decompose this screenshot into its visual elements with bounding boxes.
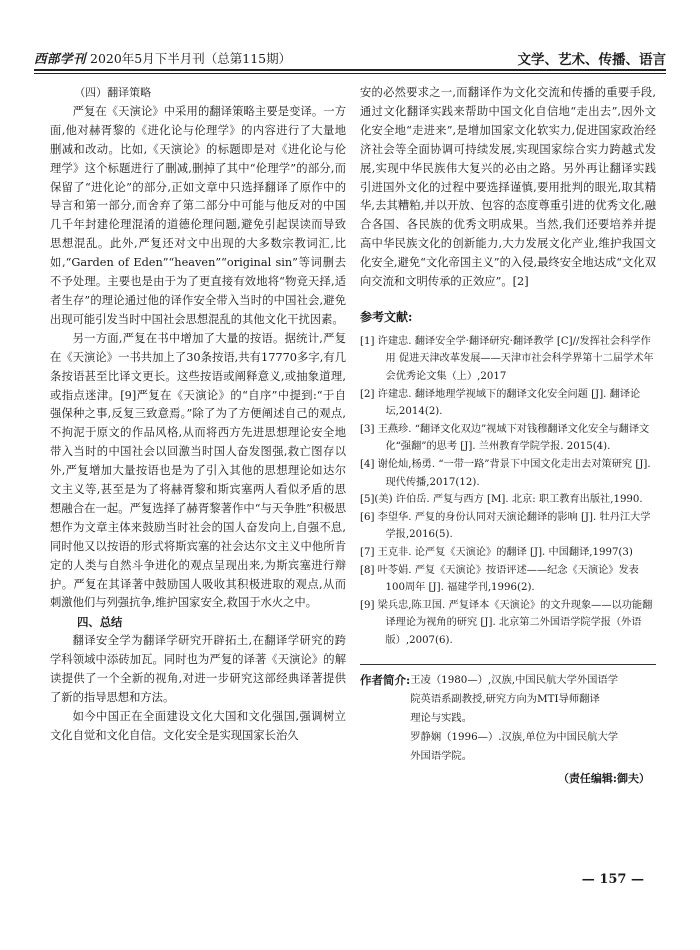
journal-logo: 西部学刊	[34, 51, 87, 66]
page-header	[34, 36, 666, 76]
reference-item: [7] 王克非. 论严复《天演论》的翻译 [J]. 中国翻译,1997(3)	[360, 547, 633, 558]
body-paragraph: 严复在《天演论》中采用的翻译策略主要是变译。一方面,他对赫胥黎的《进化论与伦理学》的内容进行了大量地删减和改动。比如,《天演论》的标题即是对《进化论与伦理学》这个标题进行了删减,删掉了其中“伦理学”的部分,而保留了“进化论”的部分,正如文章中只选择翻译了原作中的导言和第一部分,而舍弃了第二部分中可能与他反对的中国几千年封建伦理混淆的道德伦理问题,避免引起误读而导致思想混乱。此外,严复还对文中出现的大多数宗教词汇,比如,“Garden of Eden”“heaven”“original sin”等词删去不予处理。主要也是由于为了更直接有效地将“物竞天择,适者生存”的理论通过他的译作安全带入当时的中国社会,避免出现可能引发当时中国社会思想混乱的其他文化干扰因素。	[50, 104, 346, 326]
references-title: 参考文献:	[360, 309, 413, 324]
body-paragraph: 翻译安全学为翻译学研究开辟拓土,在翻译学研究的跨学科领域中添砖加瓦。同时也为严复的译著《天演论》的解读提供了一个全新的视角,对进一步研究这部经典译著提供了新的指导思想和方法。	[50, 634, 346, 704]
journal-info	[34, 49, 291, 67]
author-line: 王凌（1980—）,汉族,中国民航大学外国语学	[410, 673, 619, 686]
reference-item: [1] 许建忠. 翻译安全学·翻译研究·翻译教学 [C]//发挥社会科学作用 促进天津改革发展——天津市社会科学界第十二届学术年会优秀论文集（上）,2017	[360, 335, 654, 383]
reference-item: [4] 谢伦灿,杨勇. “一带一路”背景下中国文化走出去对策研究 [J]. 现代传播,2017(12).	[360, 459, 651, 488]
reference-list	[360, 333, 656, 650]
author-info	[360, 664, 656, 766]
section-title: 文学、艺术、传播、语言	[517, 52, 666, 68]
body-paragraph: 如今中国正在全面建设文化大国和文化强国,强调树立文化自觉和文化自信。文化安全是实现国家长治久	[50, 709, 346, 742]
right-column	[360, 84, 656, 788]
author-line: 外国语学院。	[410, 749, 473, 762]
responsible-editor: （责任编辑:御夫）	[557, 771, 650, 785]
page-number: — 157 —	[581, 872, 644, 887]
body-paragraph: 安的必然要求之一,而翻译作为文化交流和传播的重要手段,通过文化翻译实践来帮助中国文化自信地“走出去”,因外文化安全地“走进来”,是增加国家文化软实力,促进国家政治经济社会等全面协调可持续发展,实现国家综合实力跨越式发展,实现中华民族伟大复兴的必由之路。另外再让翻译实践引进国外文化的过程中要选择谨慎,要用批判的眼光,取其精华,去其糟粕,并以开放、包容的态度尊重引进的优秀文化,融合各国、各民族的优秀文明成果。当然,我们还要培养并提高中华民族文化的创新能力,大力发展文化产业,维护我国文化安全,避免“文化帝国主义”的入侵,最终安全地达成“文化双向交流和文明传承的正效应”。[2]	[360, 86, 656, 289]
reference-item: [6] 李望华. 严复的身份认同对天演论翻译的影响 [J]. 牡丹江大学学报,2016(5).	[360, 511, 651, 541]
reference-item: [8] 叶苓娟. 严复《天演论》按语评述——纪念《天演论》发表100周年 [J]. 福建学刊,1996(2).	[360, 564, 639, 594]
reference-item: [2] 许建忠. 翻译地理学视域下的翻译文化安全问题 [J]. 翻译论坛,2014(2).	[360, 388, 641, 418]
header-rule-thick	[34, 69, 666, 71]
author-line: 罗静娴（1996—）.汉族,单位为中国民航大学	[410, 730, 619, 743]
left-column	[50, 84, 346, 746]
section-heading-conclusion: 四、总结	[77, 615, 123, 630]
author-text	[410, 671, 618, 766]
author-line: 院英语系副教授,研究方向为MTI导师翻译	[410, 692, 600, 705]
author-line: 理论与实践。	[410, 711, 473, 724]
author-label: 作者简介:	[360, 672, 411, 687]
section-heading-translation-strategy: （四）翻译策略	[74, 86, 152, 99]
reference-item: [5](美) 许伯岳. 严复与西方 [M]. 北京: 职工教育出版社,1990.	[360, 494, 643, 506]
body-paragraph: 另一方面,严复在书中增加了大量的按语。据统计,严复在《天演论》一书共加上了30条按语,共有17770多字,有几条按语甚至比译文更长。这些按语或阐释意义,或抽象道理,或指点迷津。[9]严复在《天演论》的“自序”中提到:“于自强保种之事,反复三致意焉。”除了为了方便阐述自己的观点,不拘泥于原文的作品风格,从而将西方先进思想理论安全地带入当时的中国社会以回激当时国人奋发图强,救亡图存以外,严复增加大量按语也是为了引入其他的思想理论如达尔文主义等,甚至是为了将赫胥黎和斯宾塞两人看似矛盾的思想融合在一起。严复选择了赫胥黎著作中“与天争胜”积极思想作为文章主体来鼓励当时社会的国人奋发向上,自强不息,同时他又以按语的形式将斯宾塞的社会达尔文主义中他所肯定的人类与自然斗争进化的观点呈现出来,为斯宾塞进行辩护。严复在其译著中鼓励国人吸收其积极进取的观点,从而刺激他们与列强抗争,维护国家安全,救国于水火之中。	[50, 331, 346, 610]
header-rule-thin	[34, 73, 666, 74]
issue-info: 2020年5月下半月刊（总第115期）	[90, 51, 292, 66]
reference-item: [3] 王燕珍. “翻译文化双边”视域下对钱穆翻译文化安全与翻译文化“强翻”的思考 [J]. 兰州教育学院学报. 2015(4).	[360, 423, 650, 453]
reference-item: [9] 梁兵忠,陈卫国. 严复译本《天演论》的文升现象——以功能翻译理论为视角的研究 [J]. 北京第二外国语学院学报（外语版）,2007(6).	[360, 599, 653, 646]
